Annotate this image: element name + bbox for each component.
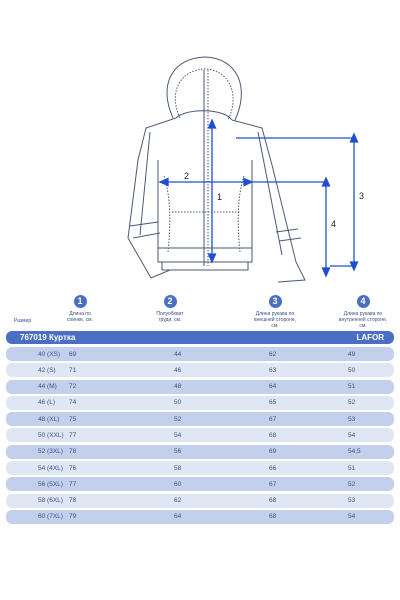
outer-sleeve-cell: 67 <box>269 480 277 488</box>
half-chest-cell: 60 <box>174 480 182 488</box>
inner-sleeve-cell: 54 <box>348 513 356 521</box>
inner-sleeve-cell: 51 <box>348 464 356 472</box>
table-rows <box>6 347 394 524</box>
table-row <box>6 510 394 524</box>
inner-sleeve-cell: 50 <box>348 366 356 374</box>
measure-label-3: 3 <box>359 191 365 201</box>
half-chest-cell: 48 <box>174 383 182 391</box>
column-header-3 <box>252 295 298 329</box>
jacket-sketch <box>0 0 400 290</box>
measure-label-1: 1 <box>217 192 223 202</box>
outer-sleeve-cell: 68 <box>269 431 277 439</box>
back-length-cell: 71 <box>69 366 77 374</box>
size-cell: 54 (4XL) <box>38 464 63 472</box>
back-length-cell: 78 <box>69 497 77 505</box>
back-length-cell: 76 <box>69 464 77 472</box>
column-number-badge: 1 <box>74 295 87 308</box>
size-cell: 52 (3XL) <box>38 448 63 456</box>
outer-sleeve-cell: 68 <box>269 513 277 521</box>
back-length-cell: 74 <box>69 399 77 407</box>
back-length-cell: 69 <box>69 350 77 358</box>
table-row <box>6 396 394 410</box>
column-header-1 <box>60 295 100 323</box>
table-row <box>6 363 394 377</box>
table-row <box>6 412 394 426</box>
half-chest-cell: 46 <box>174 366 182 374</box>
column-number-badge: 4 <box>357 295 370 308</box>
half-chest-cell: 52 <box>174 415 182 423</box>
inner-sleeve-cell: 54,5 <box>348 448 361 456</box>
inner-sleeve-cell: 53 <box>348 497 356 505</box>
size-cell: 48 (XL) <box>38 415 60 423</box>
column-number-badge: 3 <box>269 295 282 308</box>
table-row <box>6 428 394 442</box>
inner-sleeve-cell: 52 <box>348 399 356 407</box>
column-header-text: Длина по спинке, см. <box>67 311 93 323</box>
table-row <box>6 347 394 361</box>
outer-sleeve-cell: 64 <box>269 383 277 391</box>
table-row <box>6 445 394 459</box>
outer-sleeve-cell: 68 <box>269 497 277 505</box>
column-header-text: Длина рукава по внешней стороне, см. <box>254 311 296 329</box>
size-cell: 60 (7XL) <box>38 513 63 521</box>
outer-sleeve-cell: 69 <box>269 448 277 456</box>
back-length-cell: 72 <box>69 383 77 391</box>
inner-sleeve-cell: 51 <box>348 383 356 391</box>
half-chest-cell: 62 <box>174 497 182 505</box>
column-header-text: Полуобхват груди, см. <box>156 311 184 323</box>
table-row <box>6 494 394 508</box>
outer-sleeve-cell: 63 <box>269 366 277 374</box>
outer-sleeve-cell: 66 <box>269 464 277 472</box>
half-chest-cell: 44 <box>174 350 182 358</box>
half-chest-cell: 54 <box>174 431 182 439</box>
measurement-labels <box>184 171 364 229</box>
measure-label-4: 4 <box>331 219 337 229</box>
column-number-badge: 2 <box>164 295 177 308</box>
measure-label-2: 2 <box>184 171 190 181</box>
size-cell: 46 (L) <box>38 399 55 407</box>
half-chest-cell: 56 <box>174 448 182 456</box>
brand-name: LAFOR <box>356 333 384 342</box>
size-column-header: Размер <box>14 318 32 324</box>
size-cell: 42 (S) <box>38 366 56 374</box>
outer-sleeve-cell: 67 <box>269 415 277 423</box>
table-title-bar <box>6 331 394 344</box>
back-length-cell: 75 <box>69 415 77 423</box>
product-code: 767019 <box>20 333 47 342</box>
back-length-cell: 77 <box>69 480 77 488</box>
size-cell: 44 (M) <box>38 383 57 391</box>
half-chest-cell: 58 <box>174 464 182 472</box>
column-header-2 <box>150 295 190 323</box>
table-row <box>6 461 394 475</box>
measurement-lines <box>160 120 358 276</box>
table-row <box>6 380 394 394</box>
size-cell: 40 (XS) <box>38 350 61 358</box>
inner-sleeve-cell: 54 <box>348 431 356 439</box>
jacket-outline <box>128 57 305 282</box>
inner-sleeve-cell: 49 <box>348 350 356 358</box>
product-name: Куртка <box>48 333 76 342</box>
column-header-4 <box>338 295 388 329</box>
size-cell: 56 (5XL) <box>38 480 63 488</box>
outer-sleeve-cell: 65 <box>269 399 277 407</box>
size-cell: 50 (XXL) <box>38 431 64 439</box>
inner-sleeve-cell: 52 <box>348 480 356 488</box>
outer-sleeve-cell: 62 <box>269 350 277 358</box>
back-length-cell: 77 <box>69 431 77 439</box>
column-header-text: Длина рукава по внутренней стороне, см. <box>338 311 388 329</box>
inner-sleeve-cell: 53 <box>348 415 356 423</box>
size-table <box>6 331 394 526</box>
half-chest-cell: 64 <box>174 513 182 521</box>
table-row <box>6 477 394 491</box>
back-length-cell: 78 <box>69 448 77 456</box>
back-length-cell: 79 <box>69 513 77 521</box>
half-chest-cell: 50 <box>174 399 182 407</box>
size-cell: 58 (6XL) <box>38 497 63 505</box>
